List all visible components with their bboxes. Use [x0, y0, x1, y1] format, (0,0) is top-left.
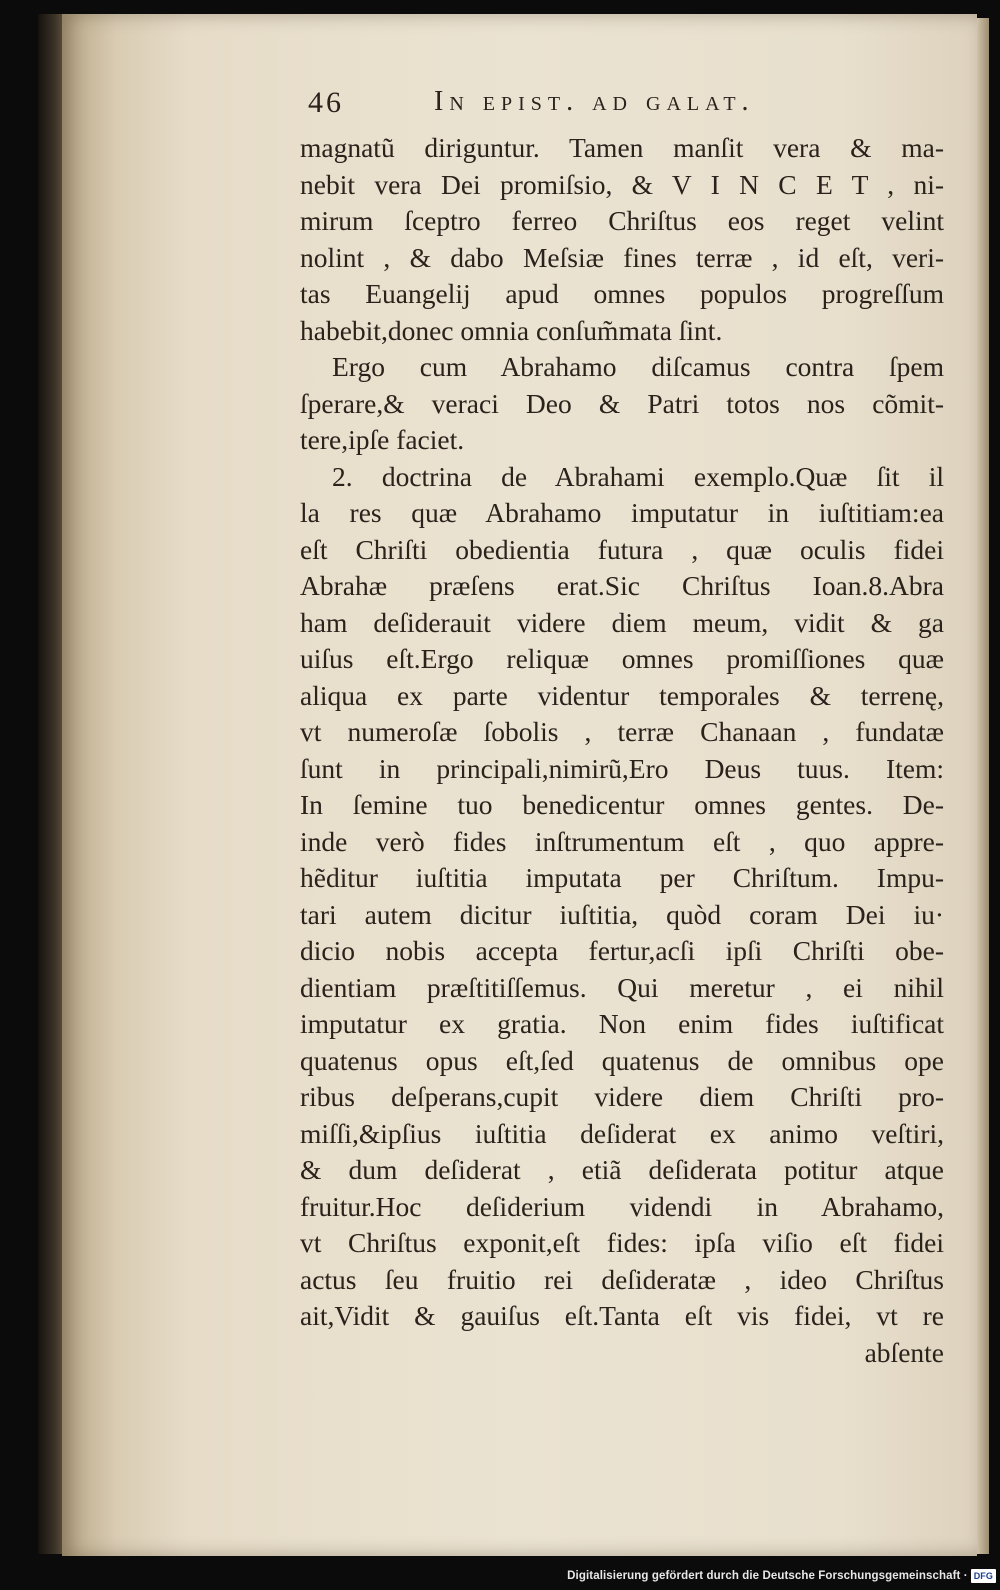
text-line: dientiam præſtitiſſemus. Qui meretur , ei nihil	[300, 971, 944, 1003]
text-line: In ſemine tuo benedicentur omnes gentes. De-	[300, 789, 944, 820]
text-line: ham deſiderauit videre diem meum, vidit & ga	[300, 606, 944, 638]
text-line: ribus deſperans,cupit videre diem Chriſti pro-	[300, 1081, 944, 1112]
text-line: miſſi,&ipſius iuſtitia deſiderat ex animo veſtiri,	[300, 1117, 944, 1149]
text-line: dicio nobis accepta fertur,acſi ipſi Chriſti obe-	[300, 935, 944, 966]
page-number: 46	[308, 86, 344, 119]
text-line: uiſus eſt.Ergo reliquæ omnes promiſſiones quæ	[300, 643, 944, 674]
digitization-credit	[567, 1566, 996, 1586]
text-line: aliqua ex parte videntur temporales & terrenę,	[300, 679, 944, 711]
text-line: tas Euangelij apud omnes populos progreſſum	[300, 278, 944, 309]
text-block	[300, 82, 944, 1371]
text-line: hẽditur iuſtitia imputata per Chriſtum. Impu-	[300, 862, 944, 893]
text-line: & dum deſiderat , etiã deſiderata potitur atque	[300, 1154, 944, 1185]
text-line: vt Chriſtus exponit,eſt fides: ipſa viſio eſt fidei	[300, 1227, 944, 1258]
text-line: 2. doctrina de Abrahami exemplo.Quæ ſit il	[332, 460, 944, 492]
text-line: habebit,donec omnia conſum̃mata ſint.	[300, 314, 723, 346]
text-line: nolint , & dabo Meſsiæ fines terræ , id eſt, veri-	[300, 241, 944, 273]
text-line: Ergo cum Abrahamo diſcamus contra ſpem	[332, 351, 944, 382]
catchword: abſente	[864, 1336, 944, 1368]
text-line: ſperare,& veraci Deo & Patri totos nos cõmit-	[300, 387, 944, 419]
text-line: eſt Chriſti obedientia futura , quæ oculis fidei	[300, 533, 944, 565]
running-head	[300, 82, 944, 130]
text-line: nebit vera Dei promiſsio, & V I N C E T , ni-	[300, 168, 944, 200]
text-line: actus ſeu fruitio rei deſideratæ , ideo Chriſtus	[300, 1263, 944, 1295]
text-line: ſunt in principali,nimirũ,Ero Deus tuus. Item:	[300, 752, 944, 784]
text-line: imputatur ex gratia. Non enim fides iuſtificat	[300, 1008, 944, 1039]
text-line: vt numeroſæ ſobolis , terræ Chanaan , fundatæ	[300, 716, 944, 747]
running-head-title: In epist. ad galat.	[434, 86, 755, 117]
text-line: mirum ſceptro ferreo Chriſtus eos reget velint	[300, 205, 944, 236]
text-line: Abrahæ præſens erat.Sic Chriſtus Ioan.8.Abra	[300, 570, 944, 601]
text-line: tere,ipſe faciet.	[300, 424, 465, 455]
credit-text: Digitalisierung gefördert durch die Deutsche Forschungsgemeinschaft ·	[567, 1570, 968, 1582]
text-line: quatenus opus eſt,ſed quatenus de omnibus ope	[300, 1044, 944, 1076]
text-line: ait,Vidit & gauiſus eſt.Tanta eſt vis fidei, vt re	[300, 1300, 944, 1331]
text-line: la res quæ Abrahamo imputatur in iuſtitiam:ea	[300, 497, 944, 528]
body-text	[300, 130, 944, 1371]
text-line: inde verò fides inſtrumentum eſt , quo appre-	[300, 825, 944, 857]
dfg-logo: DFG	[971, 1569, 996, 1583]
page-fore-edge	[977, 18, 989, 1554]
text-line: magnatũ diriguntur. Tamen manſit vera & ma-	[300, 132, 944, 163]
text-line: fruitur.Hoc deſiderium videndi in Abrahamo,	[300, 1190, 944, 1222]
text-line: tari autem dicitur iuſtitia, quòd coram Dei iu·	[300, 898, 944, 930]
